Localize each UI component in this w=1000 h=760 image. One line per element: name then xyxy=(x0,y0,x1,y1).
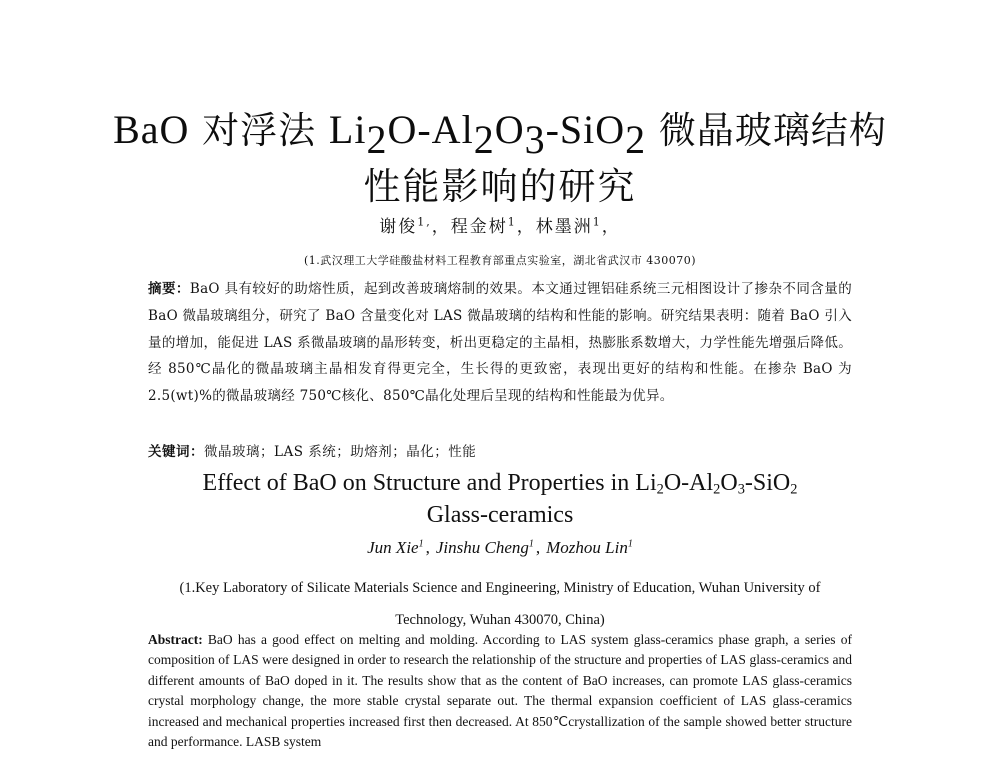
author-en-1: Jun Xie xyxy=(367,538,419,557)
author-cn-2: 程金树 xyxy=(450,217,508,237)
chinese-keywords-text: 微晶玻璃；LAS 系统；助熔剂；晶化；性能 xyxy=(204,444,477,460)
author-cn-3: 林墨洲 xyxy=(535,217,593,237)
author-cn-1: 谢俊 xyxy=(379,217,418,237)
chinese-abstract xyxy=(148,276,852,410)
english-abstract-text: BaO has a good effect on melting and molding. According to LAS system glass-ceramics phase graph, a series of composition of LAS were designed in order to research the relationship of the structure and properties of LAS glass-ceramics and different amounts of BaO doped in it. The results show that as the content of BaO increases, can promote LAS glass-ceramics crystal morphology change, the more stable crystal separate out. The thermal expansion coefficient of LAS glass-ceramics increased and mechanical properties increased first then decreased. At 850℃crystallization of the sample showed better structure and performance. LASB system xyxy=(148,632,852,750)
english-title-line-2: Glass-ceramics xyxy=(426,502,574,528)
chinese-keywords-label: 关键词： xyxy=(148,444,204,460)
author-en-3: Mozhou Lin xyxy=(546,538,628,557)
chinese-affiliation: (1.武汉理工大学硅酸盐材料工程教育部重点实验室，湖北省武汉市 430070) xyxy=(303,254,697,267)
english-abstract xyxy=(148,630,852,752)
chinese-abstract-text: BaO 具有较好的助熔性质，起到改善玻璃熔制的效果。本文通过锂铝硅系统三元相图设计了掺杂不同含量的 BaO 微晶玻璃组分，研究了 BaO 含量变化对 LAS 微晶玻璃的结构和性能的影响。研究结果表明：随着 BaO 引入量的增加，能促进 LAS 系微晶玻璃的晶形转变，析出更稳定的主晶相，热膨胀系数增大，力学性能先增强后降低。经 850℃晶化的微晶玻璃主晶相发育得更完全，生长得的更致密，表现出更好的结构和性能。在掺杂 BaO 为 2.5(wt)%的微晶玻璃经 750℃核化、850℃晶化处理后呈现的结构和性能最为优异。 xyxy=(148,281,852,405)
english-affiliation: (1.Key Laboratory of Silicate Materials Science and Engineering, Ministry of Education, Wuhan University of Technology, Wuhan 430070, China) xyxy=(179,580,821,628)
chinese-title-line-1: BaO 对浮法 $Li_2O-Al_2O_3-SiO_2$ 微晶玻璃结构 xyxy=(113,107,887,162)
english-authors: Jun Xie$^1$ , Jinshu Cheng$^1$ , Mozhou Lin$^1$ xyxy=(367,538,633,557)
chinese-abstract-label: 摘要： xyxy=(148,281,190,297)
author-en-2: Jinshu Cheng xyxy=(435,538,529,557)
english-abstract-label: Abstract: xyxy=(148,632,203,647)
chinese-authors: 谢俊$^{1,}$，程金树$^1$，林墨洲$^1$， xyxy=(379,215,621,237)
chinese-keywords xyxy=(148,440,852,460)
english-title-line-1: Effect of BaO on Structure and Properties in $Li_2O-Al_2O_3-SiO_2$ xyxy=(202,470,798,498)
chinese-title-line-2: 性能影响的研究 xyxy=(363,165,637,208)
